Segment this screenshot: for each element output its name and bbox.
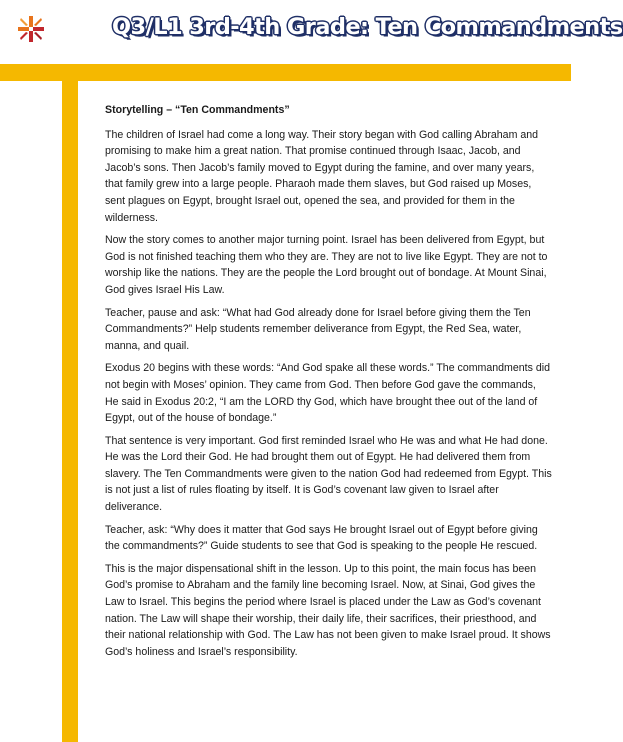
paragraph: Exodus 20 begins with these words: “And God spake all these words.” The commandments did not begin with Moses’ opinion. They came from God. Then before God gave the commands, He said in Exodus 20:2, “I am the LORD thy God, which have brought thee out of the land of Egypt, out of the house of bondage.” (105, 362, 550, 425)
paragraph: Now the story comes to another major turning point. Israel has been delivered from Egypt, but God is not finished teaching them who they are. They are not to live like Egypt. They are not to worship like the nations. They are the people the Lord brought out of bondage. At Mount Sinai, God gives Israel His Law. (105, 234, 548, 296)
section-heading: Storytelling – “Ten Commandments” (105, 104, 290, 116)
cross-bar-vertical (62, 0, 78, 742)
cross-bar-horizontal (0, 62, 571, 81)
paragraph: Teacher, pause and ask: “What had God already done for Israel before giving them the Ten Commandments?” Help students remember deliverance from Egypt, the Red Sea, water, manna, and quail. (105, 306, 531, 352)
paragraph: This is the major dispensational shift in the lesson. Up to this point, the main focus has been God’s promise to Abraham and the family line becoming Israel. Now, at Sinai, God gives the Law to Israel. This begins the period where Israel is placed under the Law as God’s covenant nation. The Law will shape their worship, their daily life, their sacrifices, their priesthood, and their national relationship with God. The Law has not been given to make Israel proud. It shows God’s holiness and Israel’s responsibility. (105, 562, 551, 658)
paragraph: Teacher, ask: “Why does it matter that God says He brought Israel out of Egypt before giving the commandments?” Guide students to see that God is speaking to the people He rescued. (105, 523, 538, 553)
church-logo-icon (16, 14, 46, 44)
paragraph: The children of Israel had come a long way. Their story began with God calling Abraham and promising to make him a great nation. That promise continued through Isaac, Jacob, and Jacob’s sons. Then Jacob’s family moved to Egypt during the famine, and over many years, that family grew into a large people. Pharaoh made them slaves, but God raised up Moses, sent plagues on Egypt, brought Israel out, opened the sea, and provided for them in the wilderness. (105, 128, 539, 224)
content-panel (92, 81, 560, 721)
page-title: Q3/L1 3rd-4th Grade: Ten Commandments (112, 14, 623, 40)
paragraph: That sentence is very important. God first reminded Israel who He was and what He had done. He was the Lord their God. He had brought them out of Egypt. He had delivered them from slavery. The Ten Commandments were given to the nation God had redeemed from Egypt. This is not just a list of rules floating by itself. It is God’s covenant law given to Israel after deliverance. (105, 434, 552, 514)
lesson-text (105, 102, 552, 666)
